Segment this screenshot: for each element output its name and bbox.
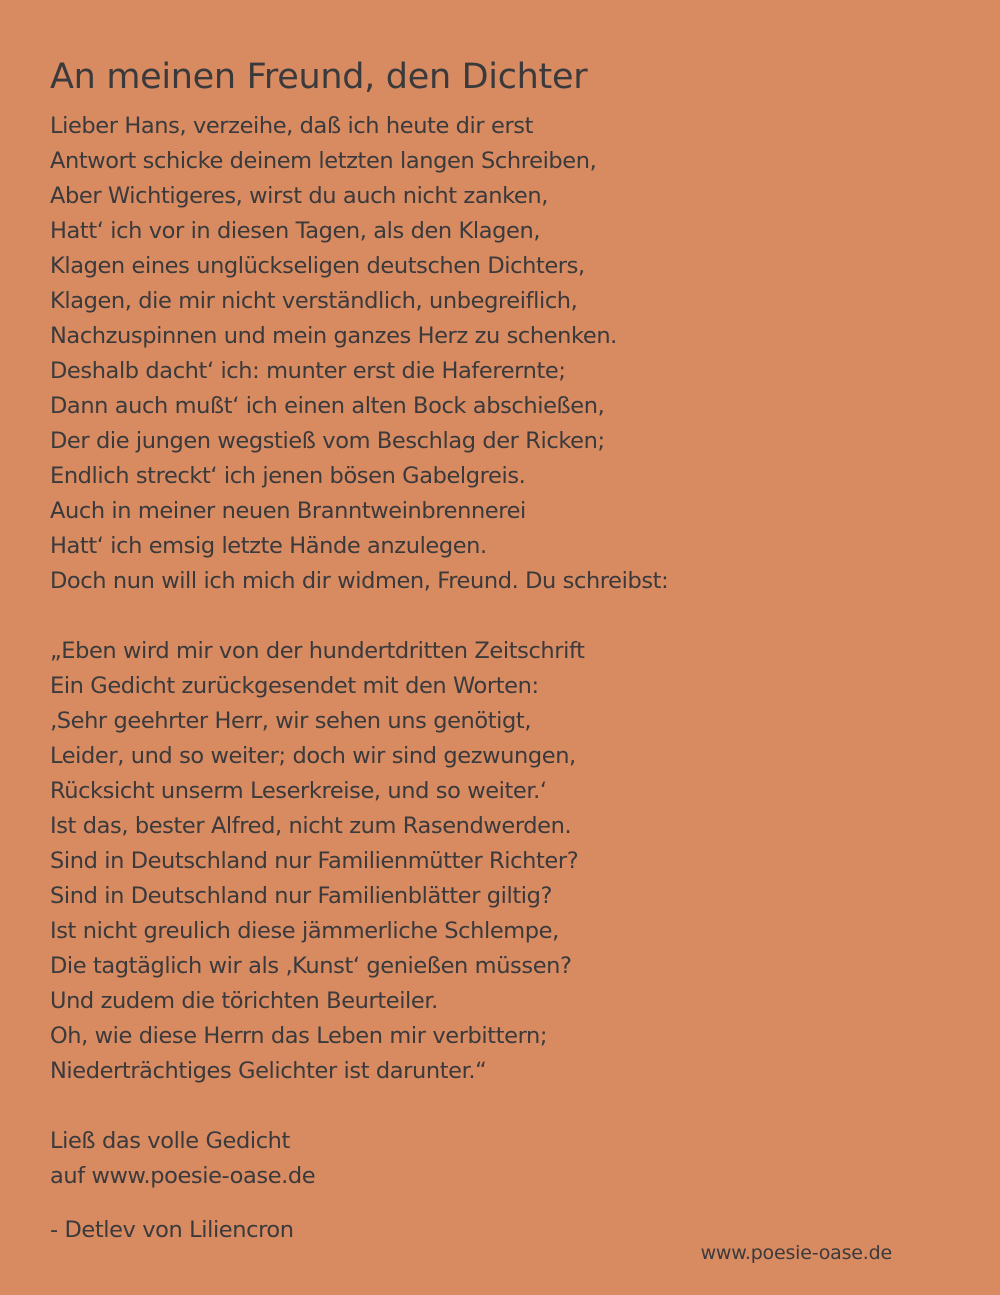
poem-line: Auch in meiner neuen Branntweinbrennerei	[50, 498, 526, 524]
poem-line: Aber Wichtigeres, wirst du auch nicht zanken,	[50, 183, 548, 209]
stanza-1	[50, 109, 668, 599]
poem-line: Ist nicht greulich diese jämmerliche Schlempe,	[50, 918, 559, 944]
poem-line: Sind in Deutschland nur Familienblätter giltig?	[50, 883, 553, 909]
poem-line: Sind in Deutschland nur Familienmütter Richter?	[50, 848, 579, 874]
stanza-2	[50, 634, 585, 1089]
poem-line: Klagen, die mir nicht verständlich, unbegreiflich,	[50, 288, 578, 314]
poem-line: Hatt‘ ich emsig letzte Hände anzulegen.	[50, 533, 487, 559]
full-poem-link[interactable]: auf www.poesie-oase.de	[50, 1163, 316, 1189]
poem-line: Die tagtäglich wir als ‚Kunst‘ genießen müssen?	[50, 953, 572, 979]
poem-line: ‚Sehr geehrter Herr, wir sehen uns genötigt,	[50, 708, 532, 734]
author-name: - Detlev von Liliencron	[50, 1217, 294, 1243]
footer-website-link[interactable]: www.poesie-oase.de	[700, 1242, 892, 1264]
poem-line: Nachzuspinnen und mein ganzes Herz zu schenken.	[50, 323, 617, 349]
full-poem-note	[50, 1124, 315, 1194]
poem-line: Leider, und so weiter; doch wir sind gezwungen,	[50, 743, 576, 769]
poem-line: Ist das, bester Alfred, nicht zum Rasendwerden.	[50, 813, 572, 839]
poem-line: Hatt‘ ich vor in diesen Tagen, als den Klagen,	[50, 218, 541, 244]
poem-title: An meinen Freund, den Dichter	[50, 57, 588, 97]
poem-line: Niederträchtiges Gelichter ist darunter.“	[50, 1058, 487, 1084]
poem-line: Ein Gedicht zurückgesendet mit den Worten:	[50, 673, 539, 699]
poem-line: Oh, wie diese Herrn das Leben mir verbittern;	[50, 1023, 548, 1049]
poem-line: Rücksicht unserm Leserkreise, und so weiter.‘	[50, 778, 547, 804]
poem-line: Lieber Hans, verzeihe, daß ich heute dir erst	[50, 113, 534, 139]
full-poem-note-line: Ließ das volle Gedicht	[50, 1128, 290, 1154]
poem-line: Der die jungen wegstieß vom Beschlag der Ricken;	[50, 428, 605, 454]
poem-line: Doch nun will ich mich dir widmen, Freund. Du schreibst:	[50, 568, 669, 594]
poem-line: Dann auch mußt‘ ich einen alten Bock abschießen,	[50, 393, 605, 419]
poem-line: Und zudem die törichten Beurteiler.	[50, 988, 438, 1014]
poem-line: Deshalb dacht‘ ich: munter erst die Haferernte;	[50, 358, 566, 384]
poem-line: Klagen eines unglückseligen deutschen Dichters,	[50, 253, 585, 279]
poem-line: „Eben wird mir von der hundertdritten Zeitschrift	[50, 638, 585, 664]
author-block	[50, 1213, 294, 1248]
poem-line: Endlich streckt‘ ich jenen bösen Gabelgreis.	[50, 463, 526, 489]
poem-line: Antwort schicke deinem letzten langen Schreiben,	[50, 148, 597, 174]
